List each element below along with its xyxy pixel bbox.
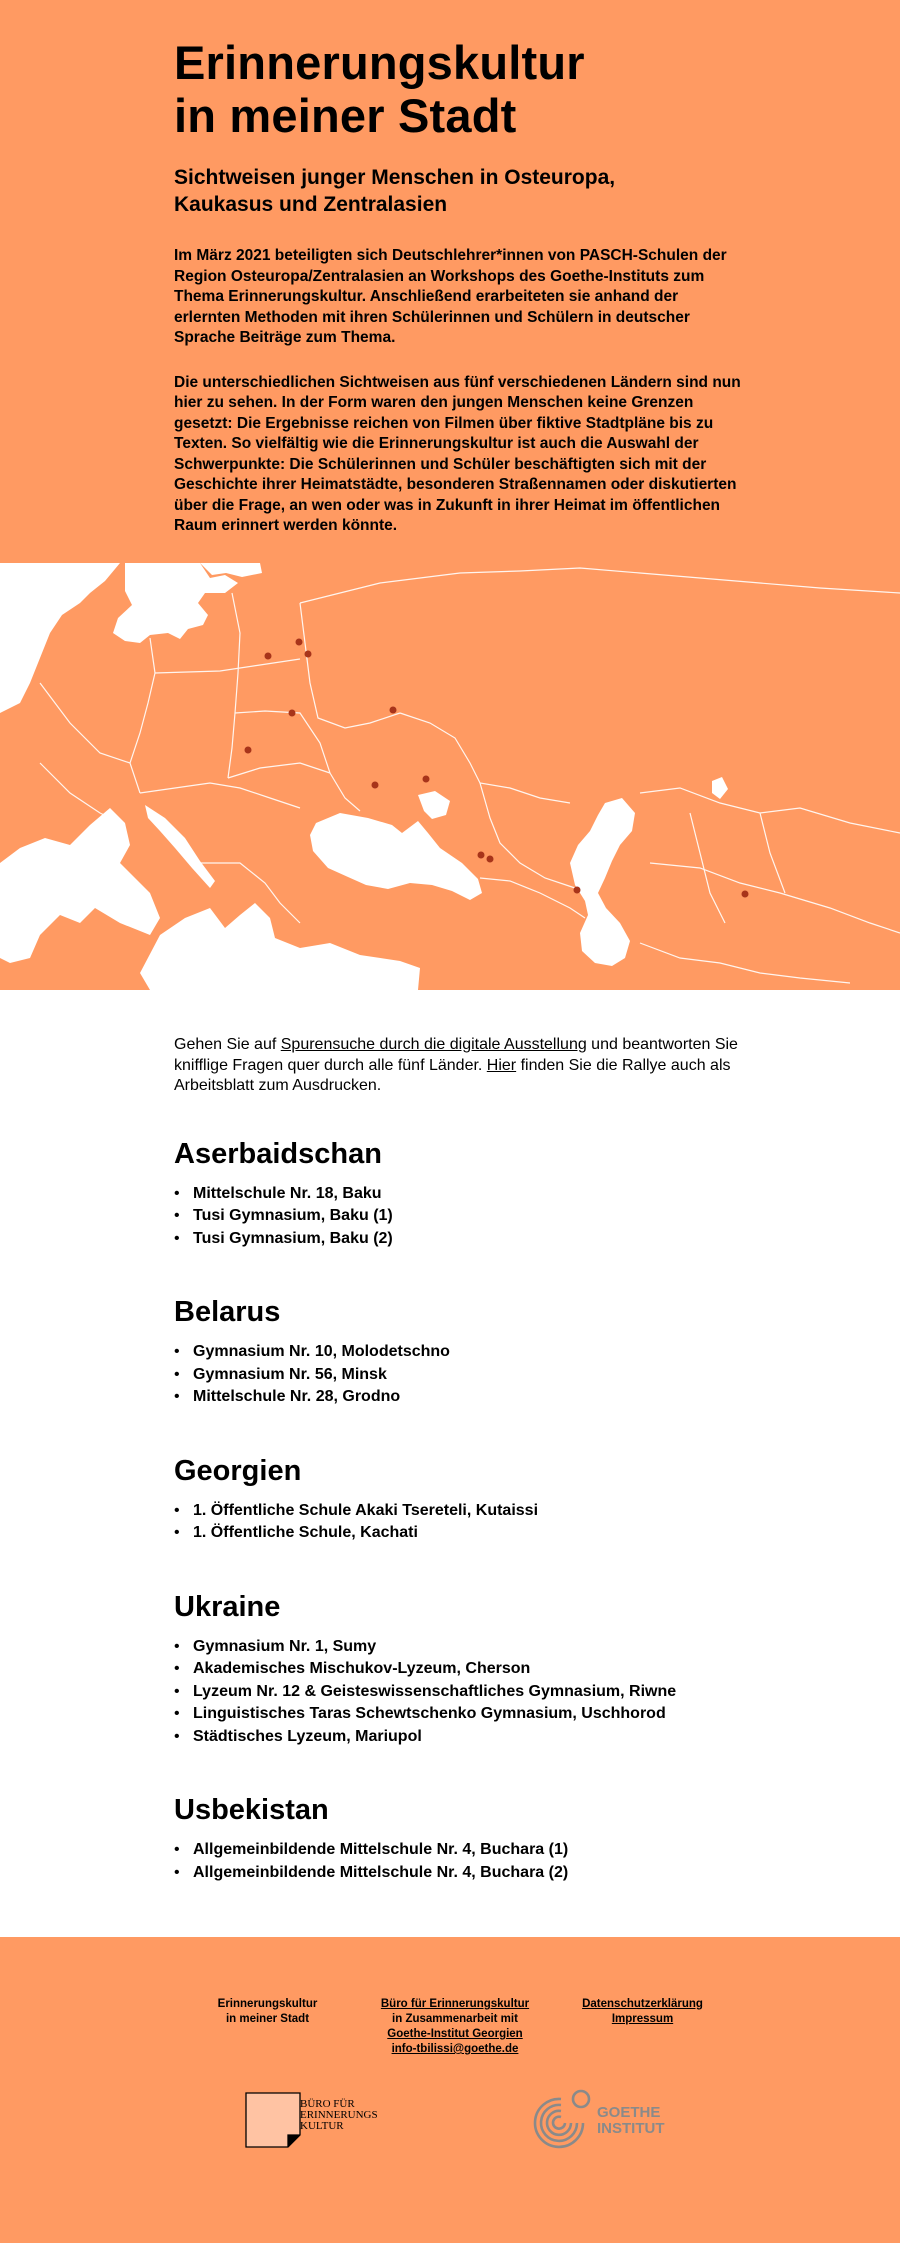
school-link[interactable]: Lyzeum Nr. 12 & Geisteswissenschaftliches Gymnasium, Riwne: [193, 1682, 677, 1700]
school-link[interactable]: Akademisches Mischukov-Lyzeum, Cherson: [193, 1660, 531, 1677]
school-link[interactable]: Mittelschule Nr. 18, Baku: [193, 1184, 382, 1202]
school-link[interactable]: Tusi Gymnasium, Baku (2): [193, 1229, 393, 1247]
intro-text: [174, 246, 744, 537]
page-title-line-1: Erinnerungskultur: [174, 36, 585, 89]
worksheet-link[interactable]: Hier: [486, 1056, 517, 1074]
region-map: [0, 563, 900, 990]
country-section-georgien: [174, 1454, 744, 1545]
map-marker-kachati[interactable]: [487, 856, 494, 863]
school-item[interactable]: [174, 1681, 744, 1704]
school-link[interactable]: 1. Öffentliche Schule Akaki Tsereteli, Kutaissi: [193, 1501, 539, 1519]
footer-buero-link[interactable]: Büro für Erinnerungskultur: [380, 1998, 530, 2010]
buero-logo[interactable]: [244, 2091, 394, 2149]
map-marker-mariupol[interactable]: [423, 776, 430, 783]
school-item[interactable]: [174, 1228, 744, 1251]
map-marker-baku[interactable]: [574, 887, 581, 894]
exhibition-link[interactable]: Spurensuche durch die digitale Ausstellung: [280, 1036, 587, 1053]
country-section-belarus: [174, 1295, 744, 1409]
footer-legal: [570, 1997, 715, 2027]
school-item[interactable]: [174, 1726, 744, 1749]
school-link[interactable]: Allgemeinbildende Mittelschule Nr. 4, Buchara (1): [193, 1841, 569, 1858]
imprint-link[interactable]: Impressum: [611, 2013, 674, 2025]
country-heading: Aserbaidschan: [174, 1137, 382, 1170]
map-marker-buchara[interactable]: [742, 891, 749, 898]
school-item[interactable]: [174, 1386, 744, 1409]
school-item[interactable]: [174, 1658, 744, 1681]
map-marker-rivne[interactable]: [289, 710, 296, 717]
rally-intro-text-2: und beantworten Sie knifflige Fragen quer durch alle fünf Länder.: [174, 1036, 738, 1074]
map-marker-minsk[interactable]: [305, 651, 312, 658]
buero-logo-wordmark: [300, 2099, 378, 2132]
school-item[interactable]: [174, 1183, 744, 1206]
footer-site-name-line-1: Erinnerungskultur: [217, 1998, 318, 2010]
privacy-link[interactable]: Datenschutzerklärung: [582, 1998, 703, 2010]
school-list: [174, 1183, 744, 1251]
school-link[interactable]: 1. Öffentliche Schule, Kachati: [193, 1524, 418, 1541]
footer-cooperation-text: in Zusammenarbeit mit: [392, 2013, 518, 2025]
school-item[interactable]: [174, 1703, 744, 1726]
country-section-usbekistan: [174, 1793, 744, 1884]
buero-logo-line-3: KULTUR: [300, 2120, 344, 2132]
hero-section: [0, 0, 900, 563]
country-heading: Usbekistan: [174, 1794, 329, 1826]
goethe-logo-line-2: INSTITUT: [597, 2120, 665, 2137]
main-content: [174, 1035, 744, 1884]
country-heading: Ukraine: [174, 1590, 281, 1623]
footer-contact: [365, 1997, 545, 2057]
school-item[interactable]: [174, 1522, 744, 1545]
school-link[interactable]: Linguistisches Taras Schewtschenko Gymnasium, Uschhorod: [193, 1705, 666, 1722]
map-marker-sumy[interactable]: [390, 707, 397, 714]
hero-content: [174, 36, 744, 537]
map-marker-molodetschno[interactable]: [296, 639, 303, 646]
school-item[interactable]: [174, 1839, 744, 1862]
goethe-logo[interactable]: [525, 2087, 675, 2155]
buero-logo-line-1: BÜRO FÜR: [300, 2098, 355, 2110]
school-link[interactable]: Gymnasium Nr. 1, Sumy: [193, 1637, 377, 1655]
country-section-ukraine: [174, 1590, 744, 1749]
map-graphic: [0, 563, 900, 990]
intro-paragraph-2: Die unterschiedlichen Sichtweisen aus fünf verschiedenen Ländern sind nun hier zu sehen. In der Form waren den jungen Menschen keine Grenzen gesetzt: Die Ergebnisse reichen von Filmen über fiktive Stadtpläne bis zu Texten. So vielfältig wie die Erinnerungskultur ist auch die Auswahl der Schwerpunkte: Die Schülerinnen und Schüler beschäftigten sich mit der Geschichte ihrer Heimatstädte, besonderen Straßennamen oder diskutierten über die Frage, an wen oder was in Zukunft in ihrer Heimat im öffentlichen Raum erinnert werden könnte.: [174, 373, 741, 534]
footer-site-name-line-2: in meiner Stadt: [225, 2013, 310, 2025]
school-list: [174, 1839, 744, 1884]
rally-intro: [174, 1035, 744, 1097]
country-heading: Georgien: [174, 1454, 302, 1487]
buero-logo-line-2: ERINNERUNGS: [300, 2109, 378, 2121]
country-heading: Belarus: [174, 1296, 281, 1328]
page-subtitle-line-1: Sichtweisen junger Menschen in Osteuropa,: [174, 166, 616, 189]
map-marker-uschhorod[interactable]: [245, 747, 252, 754]
school-item[interactable]: [174, 1341, 744, 1364]
page-subtitle: [174, 164, 744, 218]
school-list: [174, 1341, 744, 1409]
intro-paragraph-1: Im März 2021 beteiligten sich Deutschlehrer*innen von PASCH-Schulen der Region Osteuropa/Zentralasien an Workshops des Goethe-Instituts zum Thema Erinnerungskultur. Anschließend erarbeiteten sie anhand der erlernten Methoden mit ihren Schülerinnen und Schülern in deutscher Sprache Beiträge zum Thema.: [174, 247, 727, 346]
map-marker-kutaissi[interactable]: [478, 852, 485, 859]
goethe-logo-line-1: GOETHE: [597, 2104, 661, 2121]
page-title-line-2: in meiner Stadt: [174, 89, 517, 142]
school-item[interactable]: [174, 1364, 744, 1387]
buero-logo-icon: [244, 2091, 302, 2149]
site-footer: [0, 1937, 900, 2243]
school-link[interactable]: Allgemeinbildende Mittelschule Nr. 4, Buchara (2): [193, 1863, 569, 1881]
school-link[interactable]: Gymnasium Nr. 56, Minsk: [193, 1365, 387, 1383]
footer-site-name: [200, 1997, 335, 2027]
school-list: [174, 1500, 744, 1545]
rally-intro-text-3: finden Sie die Rallye auch als Arbeitsblatt zum Ausdrucken.: [174, 1056, 731, 1094]
school-item[interactable]: [174, 1636, 744, 1659]
school-item[interactable]: [174, 1205, 744, 1228]
country-section-aserbaidschan: [174, 1137, 744, 1251]
school-item[interactable]: [174, 1862, 744, 1885]
footer-email-link[interactable]: info-tbilissi@goethe.de: [391, 2043, 519, 2055]
page-title: [174, 36, 744, 142]
footer-goethe-link[interactable]: Goethe-Institut Georgien: [387, 2028, 523, 2040]
goethe-logo-icon: [525, 2087, 593, 2155]
school-link[interactable]: Tusi Gymnasium, Baku (1): [193, 1207, 393, 1224]
goethe-logo-wordmark: [597, 2105, 665, 2137]
school-list: [174, 1636, 744, 1749]
school-item[interactable]: [174, 1500, 744, 1523]
rally-intro-text-1: Gehen Sie auf: [174, 1036, 281, 1053]
school-link[interactable]: Gymnasium Nr. 10, Molodetschno: [193, 1343, 450, 1360]
school-link[interactable]: Städtisches Lyzeum, Mariupol: [193, 1727, 422, 1745]
page-subtitle-line-2: Kaukasus und Zentralasien: [174, 193, 448, 216]
map-marker-cherson[interactable]: [372, 782, 379, 789]
school-link[interactable]: Mittelschule Nr. 28, Grodno: [193, 1388, 401, 1405]
map-marker-grodno[interactable]: [265, 653, 272, 660]
